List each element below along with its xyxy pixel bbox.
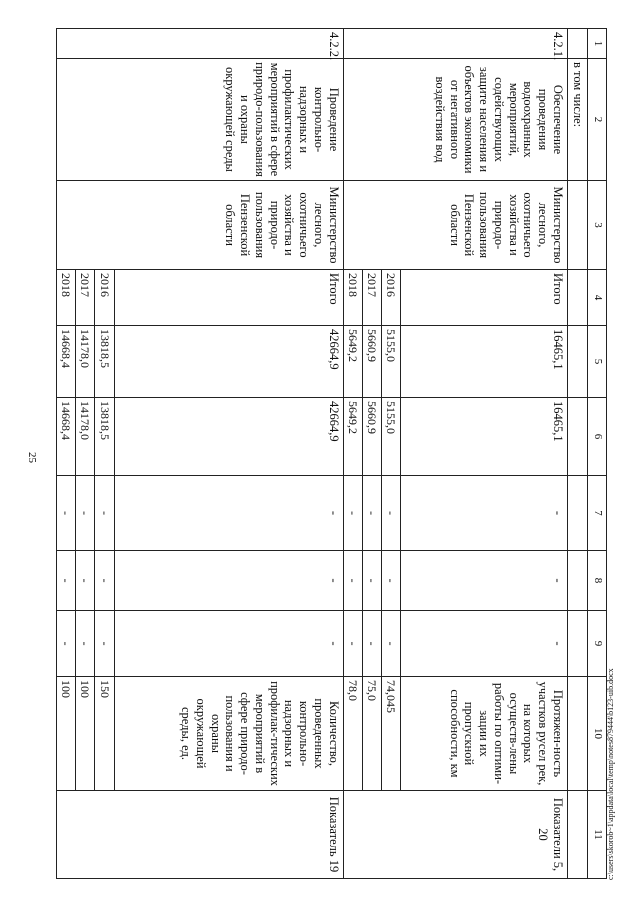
indicator-reference: Показатели 5, 20 (343, 791, 567, 879)
funding-c7: - (114, 476, 343, 551)
value: 5155,0 (381, 398, 400, 476)
value: - (76, 476, 95, 551)
indicator-value: 78,0 (343, 677, 362, 791)
value: - (381, 551, 400, 611)
rotated-table-container (57, 28, 607, 878)
year: 2018 (343, 270, 362, 326)
indicator-value: 74,045 (381, 677, 400, 791)
indicator-value: 100 (57, 677, 76, 791)
footer-file-path: c:\users\skorob~1\appdata\local\temp\notes879444\b123-uib.docx (606, 668, 615, 880)
indicator-name: Количество, проведенных контрольно-надзорных и профилак-тических мероприятий в сфере природо-пользования и охраны окружающей среды, ед. (114, 677, 343, 791)
value: - (381, 611, 400, 677)
total-label: Итого (401, 270, 568, 326)
year: 2018 (57, 270, 76, 326)
value: - (343, 611, 362, 677)
value: 5649,2 (343, 326, 362, 398)
value: - (57, 611, 76, 677)
page-number: 25 (26, 452, 38, 463)
value: - (362, 476, 381, 551)
column-number-row (588, 29, 607, 879)
col-header: 11 (588, 791, 607, 879)
funding-total: 42664,9 (114, 326, 343, 398)
col-header: 10 (588, 677, 607, 791)
value: 5155,0 (381, 326, 400, 398)
value: - (76, 611, 95, 677)
funding-c8: - (114, 551, 343, 611)
value: - (381, 476, 400, 551)
funding-c9: - (401, 611, 568, 677)
indicator-reference: Показатель 19 (57, 791, 343, 879)
section-label-row (568, 29, 588, 879)
value: - (343, 551, 362, 611)
value: 14178,0 (76, 326, 95, 398)
executor: Министерство лесного, охотничьего хозяйства и природо-пользования Пензенской области (57, 181, 343, 270)
executor: Министерство лесного, охотничьего хозяйства и природо-пользования Пензенской области (343, 181, 567, 270)
value: - (343, 476, 362, 551)
col-header: 7 (588, 476, 607, 551)
indicator-value: 150 (95, 677, 114, 791)
value: - (95, 551, 114, 611)
year: 2016 (381, 270, 400, 326)
indicator-value: 75,0 (362, 677, 381, 791)
value: - (76, 551, 95, 611)
col-header: 3 (588, 181, 607, 270)
year: 2016 (95, 270, 114, 326)
col-header: 4 (588, 270, 607, 326)
col-header: 5 (588, 326, 607, 398)
value: 5660,9 (362, 398, 381, 476)
value: 13818,5 (95, 326, 114, 398)
funding-c9: - (114, 611, 343, 677)
value: - (57, 476, 76, 551)
value: - (362, 611, 381, 677)
program-measures-table (56, 28, 607, 879)
section-label: в том числе: (568, 59, 588, 181)
indicator-value: 100 (76, 677, 95, 791)
year: 2017 (362, 270, 381, 326)
col-header: 1 (588, 29, 607, 59)
col-header: 2 (588, 59, 607, 181)
row-number: 4.2.1. (343, 29, 567, 59)
indicator-name: Протяжен-ность участков русел рек, на которых осуществ-лены работы по оптими-зации их пропускной способности, км (401, 677, 568, 791)
table-row (114, 29, 343, 879)
value: 14178,0 (76, 398, 95, 476)
row-number: 4.2.2. (57, 29, 343, 59)
value: 5649,2 (343, 398, 362, 476)
value: - (57, 551, 76, 611)
value: - (362, 551, 381, 611)
value: 5660,9 (362, 326, 381, 398)
value: - (95, 476, 114, 551)
value: 13818,5 (95, 398, 114, 476)
funding-regional: 16465,1 (401, 398, 568, 476)
funding-c7: - (401, 476, 568, 551)
value: - (95, 611, 114, 677)
total-label: Итого (114, 270, 343, 326)
table-row (401, 29, 568, 879)
col-header: 8 (588, 551, 607, 611)
funding-c8: - (401, 551, 568, 611)
year: 2017 (76, 270, 95, 326)
col-header: 9 (588, 611, 607, 677)
measure-name: Обеспечение проведения водоохранных мероприятий, содействующих защите населения и объектов экономики от негативного воздействия вод (343, 59, 567, 181)
value: 14668,4 (57, 398, 76, 476)
funding-regional: 42664,9 (114, 398, 343, 476)
value: 14668,4 (57, 326, 76, 398)
col-header: 6 (588, 398, 607, 476)
funding-total: 16465,1 (401, 326, 568, 398)
measure-name: Проведение контрольно-надзорных и профилактических мероприятий в сфере природо-пользования и охраны окружающей среды (57, 59, 343, 181)
